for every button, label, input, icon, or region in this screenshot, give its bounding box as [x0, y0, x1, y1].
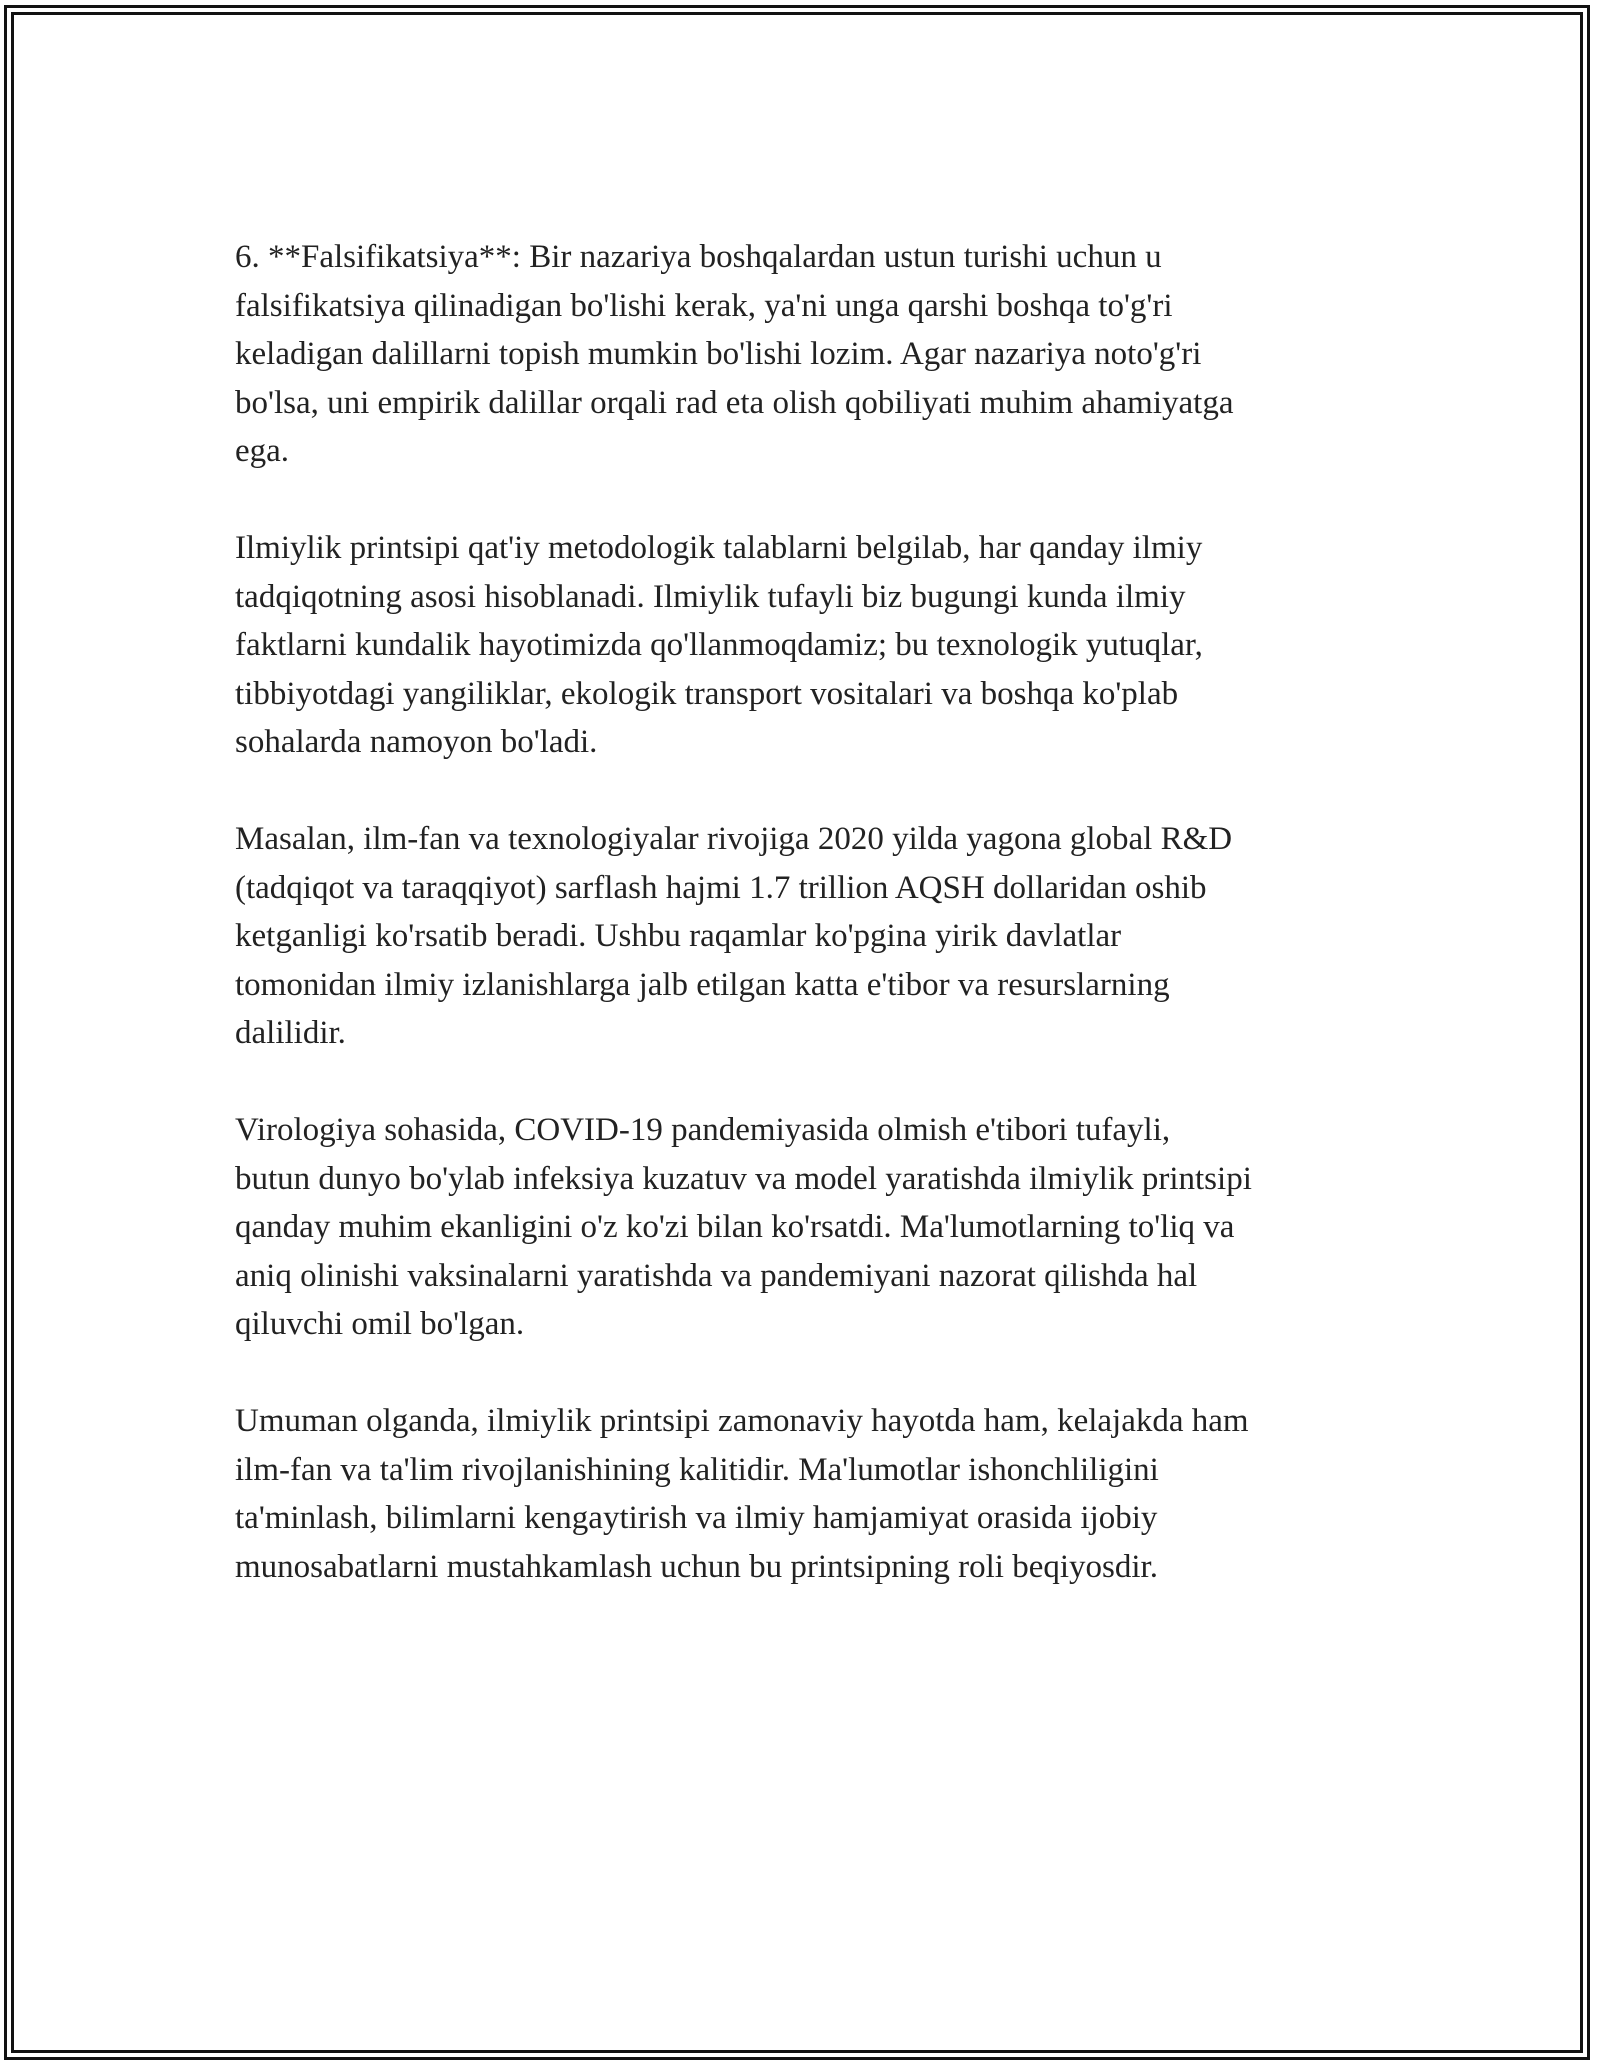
paragraph-virology: Virologiya sohasida, COVID-19 pandemiyasida olmish e'tibori tufayli, butun dunyo bo'ylab infeksiya kuzatuv va model yaratishda ilmiylik printsipi qanday muhim ekanligini o'z ko'zi bilan ko'rsatdi. Ma'lumotlarning to'liq va aniq olinishi vaksinalarni yaratishda va pandemiyani nazorat qilishda hal qiluvchi omil bo'lgan. [235, 1112, 1252, 1342]
paragraph-scientific-principle: Ilmiylik printsipi qat'iy metodologik talablarni belgilab, har qanday ilmiy tadqiqotning asosi hisoblanadi. Ilmiylik tufayli biz bugungi kunda ilmiy faktlarni kundalik hayotimizda qo'llanmoqdamiz; bu texnologik yutuqlar, tibbiyotdagi yangiliklar, ekologik transport vositalari va boshqa ko'plab sohalarda namoyon bo'ladi. [235, 530, 1203, 760]
paragraph-falsification: 6. **Falsifikatsiya**: Bir nazariya boshqalardan ustun turishi uchun u falsifikatsiya qilinadigan bo'lishi kerak, ya'ni unga qarshi boshqa to'g'ri keladigan dalillarni topish mumkin bo'lishi lozim. Agar nazariya noto'g'ri bo'lsa, uni empirik dalillar orqali rad eta olish qobiliyati muhim ahamiyatga ega. [235, 239, 1234, 469]
document-body [235, 233, 1375, 1640]
paragraph-conclusion: Umuman olganda, ilmiylik printsipi zamonaviy hayotda ham, kelajakda ham ilm-fan va ta'lim rivojlanishining kalitidir. Ma'lumotlar ishonchliligini ta'minlash, bilimlarni kengaytirish va ilmiy hamjamiyat orasida ijobiy munosabatlarni mustahkamlash uchun bu printsipning roli beqiyosdir. [235, 1403, 1249, 1585]
paragraph-rnd-spending: Masalan, ilm-fan va texnologiyalar rivojiga 2020 yilda yagona global R&D (tadqiqot va taraqqiyot) sarflash hajmi 1.7 trillion AQSH dollaridan oshib ketganligi ko'rsatib beradi. Ushbu raqamlar ko'pgina yirik davlatlar tomonidan ilmiy izlanishlarga jalb etilgan katta e'tibor va resurslarning dalilidir. [235, 821, 1233, 1051]
